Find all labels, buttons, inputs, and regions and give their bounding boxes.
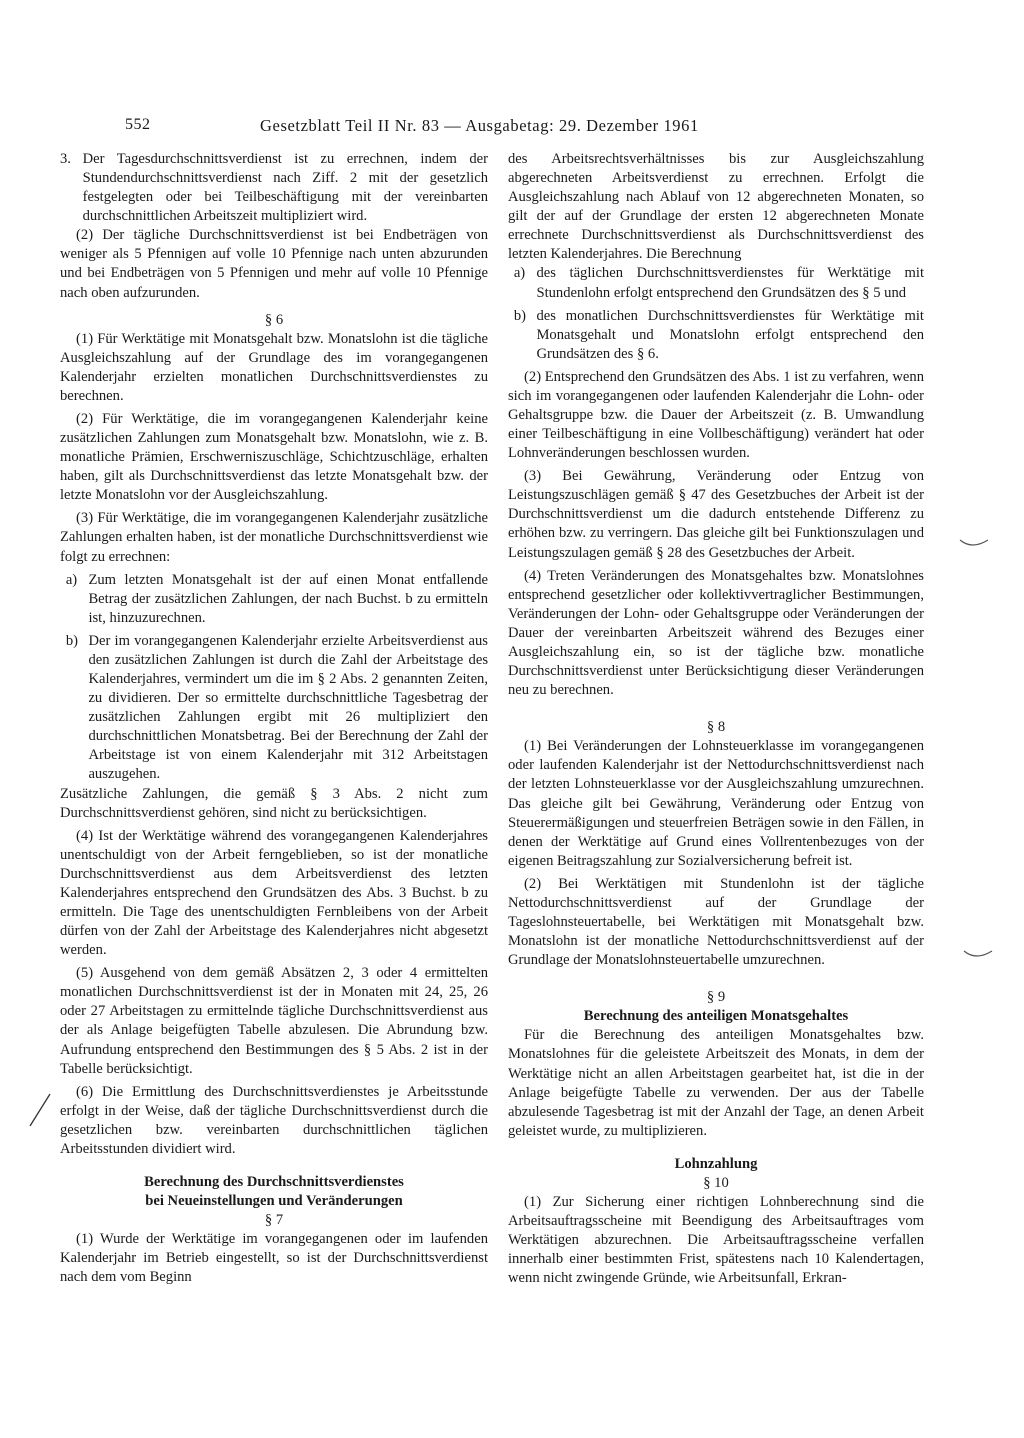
paragraph-s7-1-continued: des Arbeitsrechtsverhältnisses bis zur Ausgleichszahlung abgerechneten Arbeitsverdienst zu errechnen. Erfolgt die Ausgleichszahlung nach Ablauf von 12 abgerechneten Monaten, so gilt der auf der Grundlage der ersten 12 abgerechneten Monate errechnete Durchschnittsverdienst als Durchschnittsverdienst des letzten Kalenderjahres. Die Berechnung	[508, 151, 924, 263]
list-marker: a)	[513, 265, 526, 282]
list-item-a	[66, 571, 488, 628]
left-column	[60, 150, 488, 1287]
list-item-b	[66, 632, 488, 785]
paragraph-s6-1: (1) Für Werktätige mit Monatsgehalt bzw. Monatslohn ist die tägliche Ausgleichszahlung auf der Grundlage des im vorangegangenen Kalenderjahr erzielten monatlichen Durchschnittsverdienstes zu berechnen.	[60, 330, 488, 404]
paragraph-s6-5: (5) Ausgehend von dem gemäß Absätzen 2, 3 oder 4 ermittelten monatlichen Durchschnittsverdienst ist der in Monaten mit 24, 25, 26 oder 27 Arbeitstagen zu ermittelnde tägliche Durchschnittsverdienst aus der als Anlage beigefügten Tabelle abzulesen. Die Abrundung bzw. Aufrundung entsprechend den Bestimmungen des § 5 Abs. 2 ist in der Tabelle berücksichtigt.	[60, 965, 488, 1077]
section-heading-7: § 7	[264, 1212, 284, 1229]
list-item-a	[514, 264, 924, 302]
list-marker: 3.	[60, 151, 71, 167]
paragraph-s10-1: (1) Zur Sicherung einer richtigen Lohnberechnung sind die Arbeitsauftragsscheine mit Beendigung des Arbeitsauftrages vom Werktätigen abzurechnen. Die Arbeitsauftragsscheine verfallen innerhalb einer bestimmten Frist, spätestens nach 10 Kalendertagen, wenn nicht zwingende Gründe, wie Arbeitsunfall, Erkran-	[508, 1193, 924, 1287]
list-marker: b)	[513, 307, 526, 324]
paragraph-s6-6: (6) Die Ermittlung des Durchschnittsverdienstes je Arbeitsstunde erfolgt in der Weise, daß der tägliche Durchschnittsverdienst durch die gesetzlichen bzw. vereinbarten durchschnittlichen täglichen Arbeitsstunden dividiert wird.	[60, 1083, 488, 1157]
list-item-text: Zum letzten Monatsgehalt ist der auf einen Monat entfallende Betrag der zusätzlichen Zahlungen, der nach Buchst. b zu ermitteln ist, hinzuzurechnen.	[88, 571, 488, 626]
right-column	[508, 150, 924, 1288]
section-title-9: Berechnung des anteiligen Monatsgehaltes	[583, 1008, 849, 1025]
section-title-10: Lohnzahlung	[674, 1155, 758, 1172]
list-item-b	[514, 307, 924, 364]
paragraph-s6-3: (3) Für Werktätige, die im vorangegangenen Kalenderjahr zusätzliche Zahlungen erhalten haben, ist der monatliche Durchschnittsverdienst wie folgt zu errechnen:	[60, 510, 488, 565]
margin-tick-mark	[958, 536, 992, 550]
paragraph-s8-1: (1) Bei Veränderungen der Lohnsteuerklasse im vorangegangenen oder laufenden Kalenderjahr ist der Nettodurchschnittsverdienst nach der letzten Lohnsteuerklasse vor der Ausgleichszahlung umzurechnen. Das gleiche gilt bei Gewährung, Veränderung oder Entzug von Steuerermäßigungen und steuerfreien Beträgen sowie in den Fällen, in denen der Werktätige auf Grund eines Vollrentenbezuges von der eigenen Beitragszahlung zur Sozialversicherung befreit ist.	[508, 738, 924, 869]
list-item-text: Der im vorangegangenen Kalenderjahr erzielte Arbeitsverdienst aus den zusätzlichen Zahlungen ist durch die Zahl der Arbeitstage des Kalenderjahres, vermindert um die im § 2 Abs. 2 genannten Zeiten, zu dividieren. Der so ermittelte durchschnittliche Tagesbetrag der zusätzlichen Zahlungen ergibt mit 26 multipliziert den durchschnittlichen Monatsbetrag. Bei der Berechnung der Zahl der Arbeitstage ist von einem Kalenderjahr mit 312 Arbeitstagen auszugehen.	[88, 632, 488, 783]
paragraph-s8-2: (2) Bei Werktätigen mit Stundenlohn ist der tägliche Nettodurchschnittsverdienst auf der Grundlage der Tageslohnsteuertabelle, bei Werktätigen mit Monatsgehalt bzw. Monatslohn ist der monatliche Nettodurchschnittsverdienst auf der Grundlage der Monatslohnsteuertabelle umzurechnen.	[508, 875, 924, 969]
paragraph-item-3	[60, 150, 488, 226]
paragraph-s9-1: Für die Berechnung des anteiligen Monatsgehaltes bzw. Monatslohnes für die geleistete Arbeitszeit des Monats, in dem der Werktätige nicht an allen Arbeitstagen gearbeitet hat, ist die in der Anlage beigefügte Tabelle zu verwenden. Der aus der Tabelle abzulesende Tagesbetrag ist mit der Anzahl der Tage, an denen Arbeit geleistet wurde, zu multiplizieren.	[508, 1027, 924, 1139]
margin-tick-mark	[962, 948, 996, 962]
section-heading-10: § 10	[703, 1174, 729, 1191]
paragraph-s7-3: (3) Bei Gewährung, Veränderung oder Entzug von Leistungszuschlägen gemäß § 47 des Gesetzbuches der Arbeit ist der Durchschnittsverdienst um die dadurch entstehende Differenz zu erhöhen bzw. zu verringern. Das gleiche gilt bei Funktionszulagen und Leistungszulagen gemäß § 28 des Gesetzbuches der Arbeit.	[508, 468, 924, 561]
paragraph-s6-note: Zusätzliche Zahlungen, die gemäß § 3 Abs. 2 nicht zum Durchschnittsverdienst gehören, sind nicht zu berücksichtigen.	[60, 785, 488, 821]
margin-pencil-mark	[28, 1090, 54, 1130]
paragraph-s7-2: (2) Entsprechend den Grundsätzen des Abs. 1 ist zu verfahren, wenn sich im vorangegangenen oder laufenden Kalenderjahr die Lohn- oder Gehaltsgruppe bzw. die Dauer der Arbeitszeit (z. B. Umwandlung einer Teilbeschäftigung in eine Vollbeschäftigung) verändert hat oder Lohnveränderungen beschlossen wurden.	[508, 368, 924, 462]
page-number: 552	[125, 116, 151, 133]
page-header	[125, 116, 985, 140]
paragraph-text: Der Tagesdurchschnittsverdienst ist zu errechnen, indem der Stundendurchschnittsverdienst nach Ziff. 2 mit der gesetzlich festgelegten oder bei Teilbeschäftigung mit der vereinbarten durchschnittlichen Arbeitszeit multipliziert wird.	[82, 151, 488, 225]
list-item-text: des täglichen Durchschnittsverdienstes für Werktätige mit Stundenlohn erfolgt entsprechend den Grundsätzen des § 5 und	[536, 265, 924, 301]
list-item-text: des monatlichen Durchschnittsverdienstes für Werktätige mit Monatsgehalt und Monatslohn erfolgt entsprechend den Grundsätzen des § 6.	[536, 307, 924, 362]
list-marker: b)	[65, 632, 78, 649]
header-title: Gesetzblatt Teil II Nr. 83 — Ausgabetag: 29. Dezember 1961	[260, 116, 699, 135]
paragraph-s6-4: (4) Ist der Werktätige während des vorangegangenen Kalenderjahres unentschuldigt von der Arbeit ferngeblieben, so ist der monatliche Durchschnittsverdienst aus dem Arbeitsverdienst des letzten Kalenderjahres entsprechend den Grundsätzen des Abs. 3 Buchst. b zu ermitteln. Die Tage des unentschuldigten Fernbleibens von der Arbeit dürfen von der Zahl der Arbeitstage des Kalenderjahres nicht abgesetzt werden.	[60, 827, 488, 959]
paragraph-s6-2: (2) Für Werktätige, die im vorangegangenen Kalenderjahr keine zusätzlichen Zahlungen zum Monatsgehalt bzw. Monatslohn, wie z. B. monatliche Prämien, Erschwerniszuschläge, Schichtzuschläge, erhalten haben, gilt als Durchschnittsverdienst das letzte Monatsgehalt bzw. der letzte Monatslohn vor der Ausgleichszahlung.	[60, 411, 488, 504]
list-marker: a)	[65, 571, 78, 588]
section-title-7-line-2: bei Neueinstellungen und Veränderungen	[145, 1193, 403, 1210]
paragraph-s7-4: (4) Treten Veränderungen des Monatsgehaltes bzw. Monatslohnes entsprechend gesetzlicher oder kollektivvertraglicher Bestimmungen, Veränderungen der Lohn- oder Gehaltsgruppe oder Veränderungen der Dauer der vereinbarten Arbeitszeit während des Bezuges einer Ausgleichszahlung ein, so ist der tägliche bzw. monatliche Durchschnittsverdienst unter Berücksichtigung dieser Veränderungen neu zu berechnen.	[508, 567, 924, 699]
section-heading-6: § 6	[264, 311, 284, 328]
paragraph-s7-1: (1) Wurde der Werktätige im vorangegangenen oder im laufenden Kalenderjahr im Betrieb eingestellt, so ist der Durchschnittsverdienst nach dem vom Beginn	[60, 1231, 488, 1286]
paragraph-s5-2: (2) Der tägliche Durchschnittsverdienst ist bei Endbeträgen von weniger als 5 Pfennigen auf volle 10 Pfennige nach unten abzurunden und bei Endbeträgen von 5 Pfennigen und mehr auf volle 10 Pfennige nach oben aufzurunden.	[60, 227, 488, 301]
section-heading-9: § 9	[706, 989, 726, 1006]
section-heading-8: § 8	[706, 719, 726, 736]
section-title-7-line-1: Berechnung des Durchschnittsverdienstes	[144, 1173, 404, 1190]
